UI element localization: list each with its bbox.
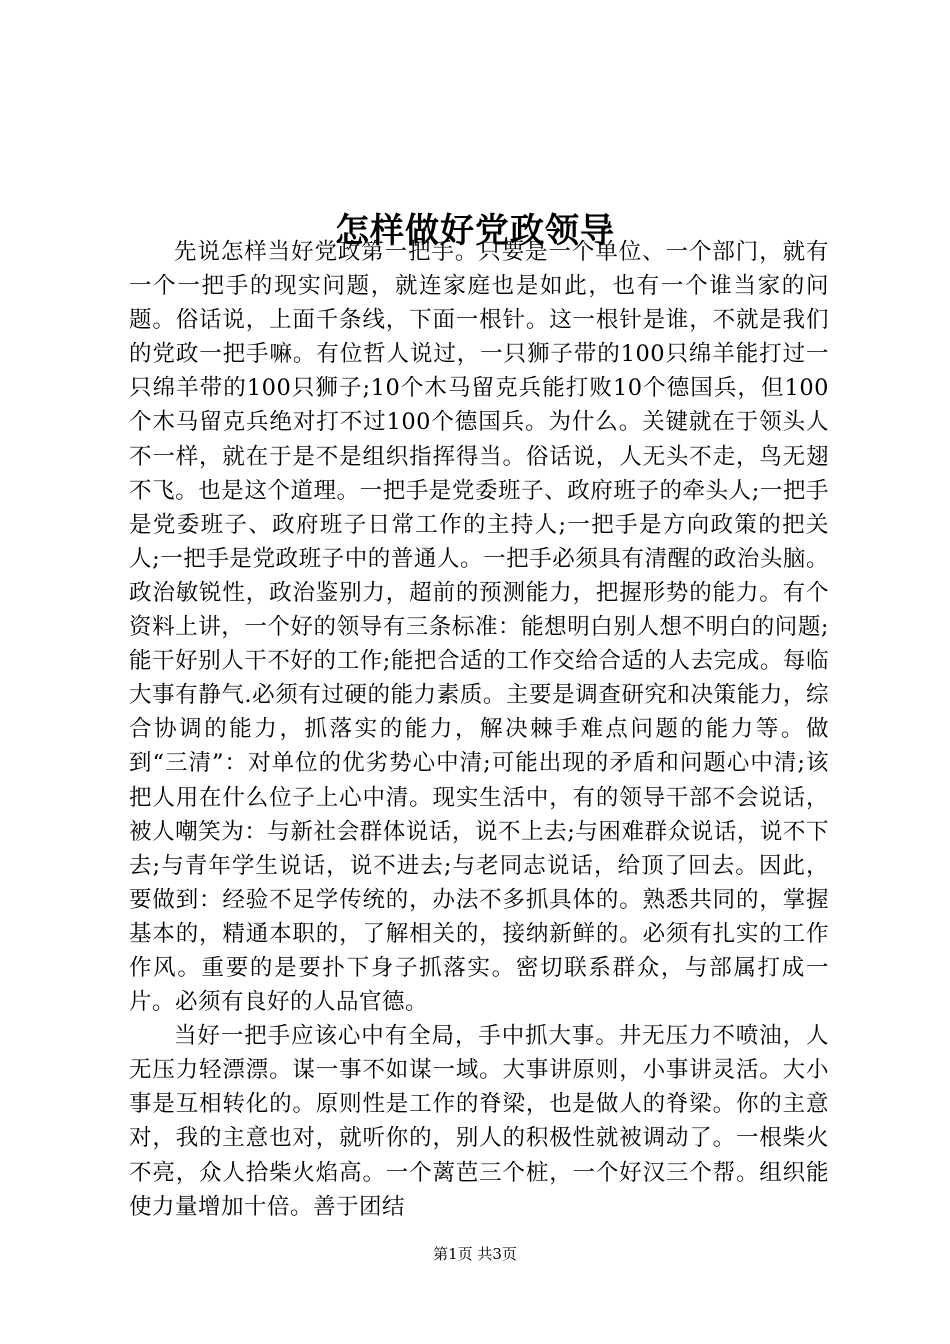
paragraph: 先说怎样当好党政第一把手。只要是一个单位、一个部门，就有一个一把手的现实问题，就连家庭也是如此，也有一个谁当家的问题。俗话说，上面千条线，下面一根针。这一根针是谁，不就是我们的党政一把手嘛。有位哲人说过，一只狮子带的100只绵羊能打过一只绵羊带的100只狮子;10个木马留克兵能打败10个德国兵，但100个木马留克兵绝对打不过100个德国兵。为什么。关键就在于领头人不一样，就在于是不是组织指挥得当。俗话说，人无头不走，鸟无翅不飞。也是这个道理。一把手是党委班子、政府班子的牵头人;一把手是党委班子、政府班子日常工作的主持人;一把手是方向政策的把关人;一把手是党政班子中的普通人。一把手必须具有清醒的政治头脑。政治敏锐性，政治鉴别力，超前的预测能力，把握形势的能力。有个资料上讲，一个好的领导有三条标准：能想明白别人想不明白的问题;能干好别人干不好的工作;能把合适的工作交给合适的人去完成。每临大事有静气.必须有过硬的能力素质。主要是调查研究和决策能力，综合协调的能力，抓落实的能力，解决棘手难点问题的能力等。做到“三清”：对单位的优劣势心中清;可能出现的矛盾和问题心中清;该把人用在什么位子上心中清。现实生活中，有的领导干部不会说话，被人嘲笑为：与新社会群体说话，说不上去;与困难群众说话，说不下去;与青年学生说话，说不进去;与老同志说话，给顶了回去。因此，要做到：经验不足学传统的，办法不多抓具体的。熟悉共同的，掌握基本的，精通本职的，了解相关的，接纳新鲜的。必须有扎实的工作作风。重要的是要扑下身子抓落实。密切联系群众，与部属打成一片。必须有良好的人品官德。 <box>129 239 829 1016</box>
document-title: 怎样做好党政领导 <box>335 210 615 251</box>
paragraph: 当好一把手应该心中有全局，手中抓大事。井无压力不喷油，人无压力轻漂漂。谋一事不如谋一域。大事讲原则，小事讲灵活。大小事是互相转化的。原则性是工作的脊梁，也是做人的脊梁。你的主意对，我的主意也对，就听你的，别人的积极性就被调动了。一根柴火不亮，众人拾柴火焰高。一个蓠芭三个桩，一个好汉三个帮。组织能使力量增加十倍。善于团结 <box>129 1023 829 1220</box>
page-footer: 第1页 共3页 <box>433 1245 517 1263</box>
document-body <box>129 235 829 1224</box>
